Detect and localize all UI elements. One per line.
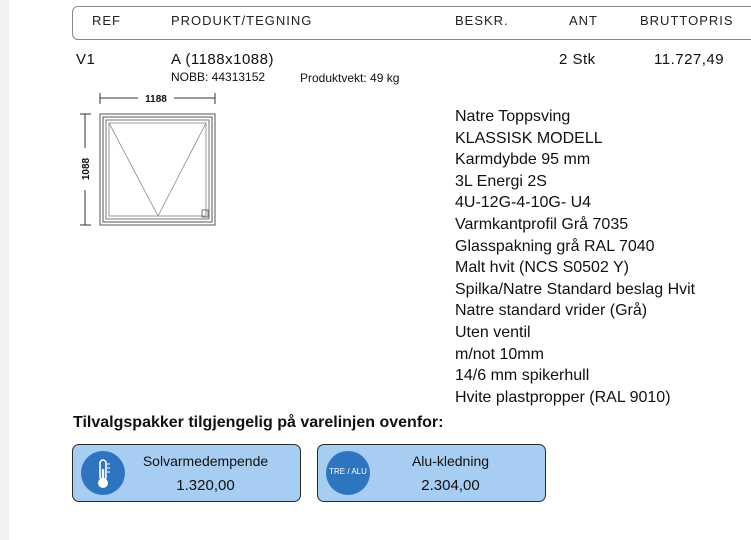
- description-line: Natre standard vrider (Grå): [455, 302, 648, 320]
- addon-name: Solvarmedempende: [142, 453, 269, 469]
- description-line: Hvite plastpropper (RAL 9010): [455, 388, 671, 406]
- header-quantity: ANT: [569, 13, 598, 28]
- header-price: BRUTTOPRIS: [640, 13, 734, 28]
- left-margin-bar: [0, 0, 9, 540]
- addon-package-alu-kledning[interactable]: [317, 444, 546, 502]
- product-description: [455, 106, 695, 408]
- addon-price: 1.320,00: [176, 477, 235, 494]
- description-line: KLASSISK MODELL: [455, 129, 603, 147]
- description-line: Malt hvit (NCS S0502 Y): [455, 259, 629, 277]
- window-drawing: [74, 90, 224, 235]
- line-ref: V1: [76, 51, 96, 68]
- header-product: PRODUKT/TEGNING: [171, 13, 313, 28]
- description-line: 3L Energi 2S: [455, 172, 547, 190]
- description-line: 4U-12G-4-10G- U4: [455, 194, 592, 212]
- width-dimension-label: 1188: [145, 94, 167, 105]
- height-dimension-label: 1088: [81, 157, 92, 181]
- description-line: Natre Toppsving: [455, 108, 571, 125]
- line-weight: Produktvekt: 49 kg: [300, 71, 400, 85]
- description-line: 14/6 mm spikerhull: [455, 367, 590, 385]
- description-line: Karmdybde 95 mm: [455, 151, 591, 169]
- header-ref: REF: [92, 13, 121, 28]
- header-description: BESKR.: [455, 13, 509, 28]
- description-line: Glasspakning grå RAL 7040: [455, 237, 655, 255]
- addon-price: 2.304,00: [421, 477, 480, 494]
- description-line: Uten ventil: [455, 323, 531, 341]
- line-product: A (1188x1088): [171, 51, 274, 68]
- line-nobb: NOBB: 44313152: [171, 70, 266, 84]
- addon-name: Alu-kledning: [411, 453, 490, 469]
- description-line: Spilka/Natre Standard beslag Hvit: [455, 280, 696, 298]
- addons-title: Tilvalgspakker tilgjengelig på varelinjen ovenfor:: [73, 414, 444, 431]
- description-line: m/not 10mm: [455, 345, 544, 363]
- tre-alu-icon-label: TRE / ALU: [329, 467, 367, 476]
- line-price: 11.727,49: [654, 51, 725, 68]
- line-quantity: 2 Stk: [559, 51, 596, 68]
- addon-package-solvarmedempende[interactable]: [72, 444, 301, 502]
- description-line: Varmkantprofil Grå 7035: [455, 215, 629, 233]
